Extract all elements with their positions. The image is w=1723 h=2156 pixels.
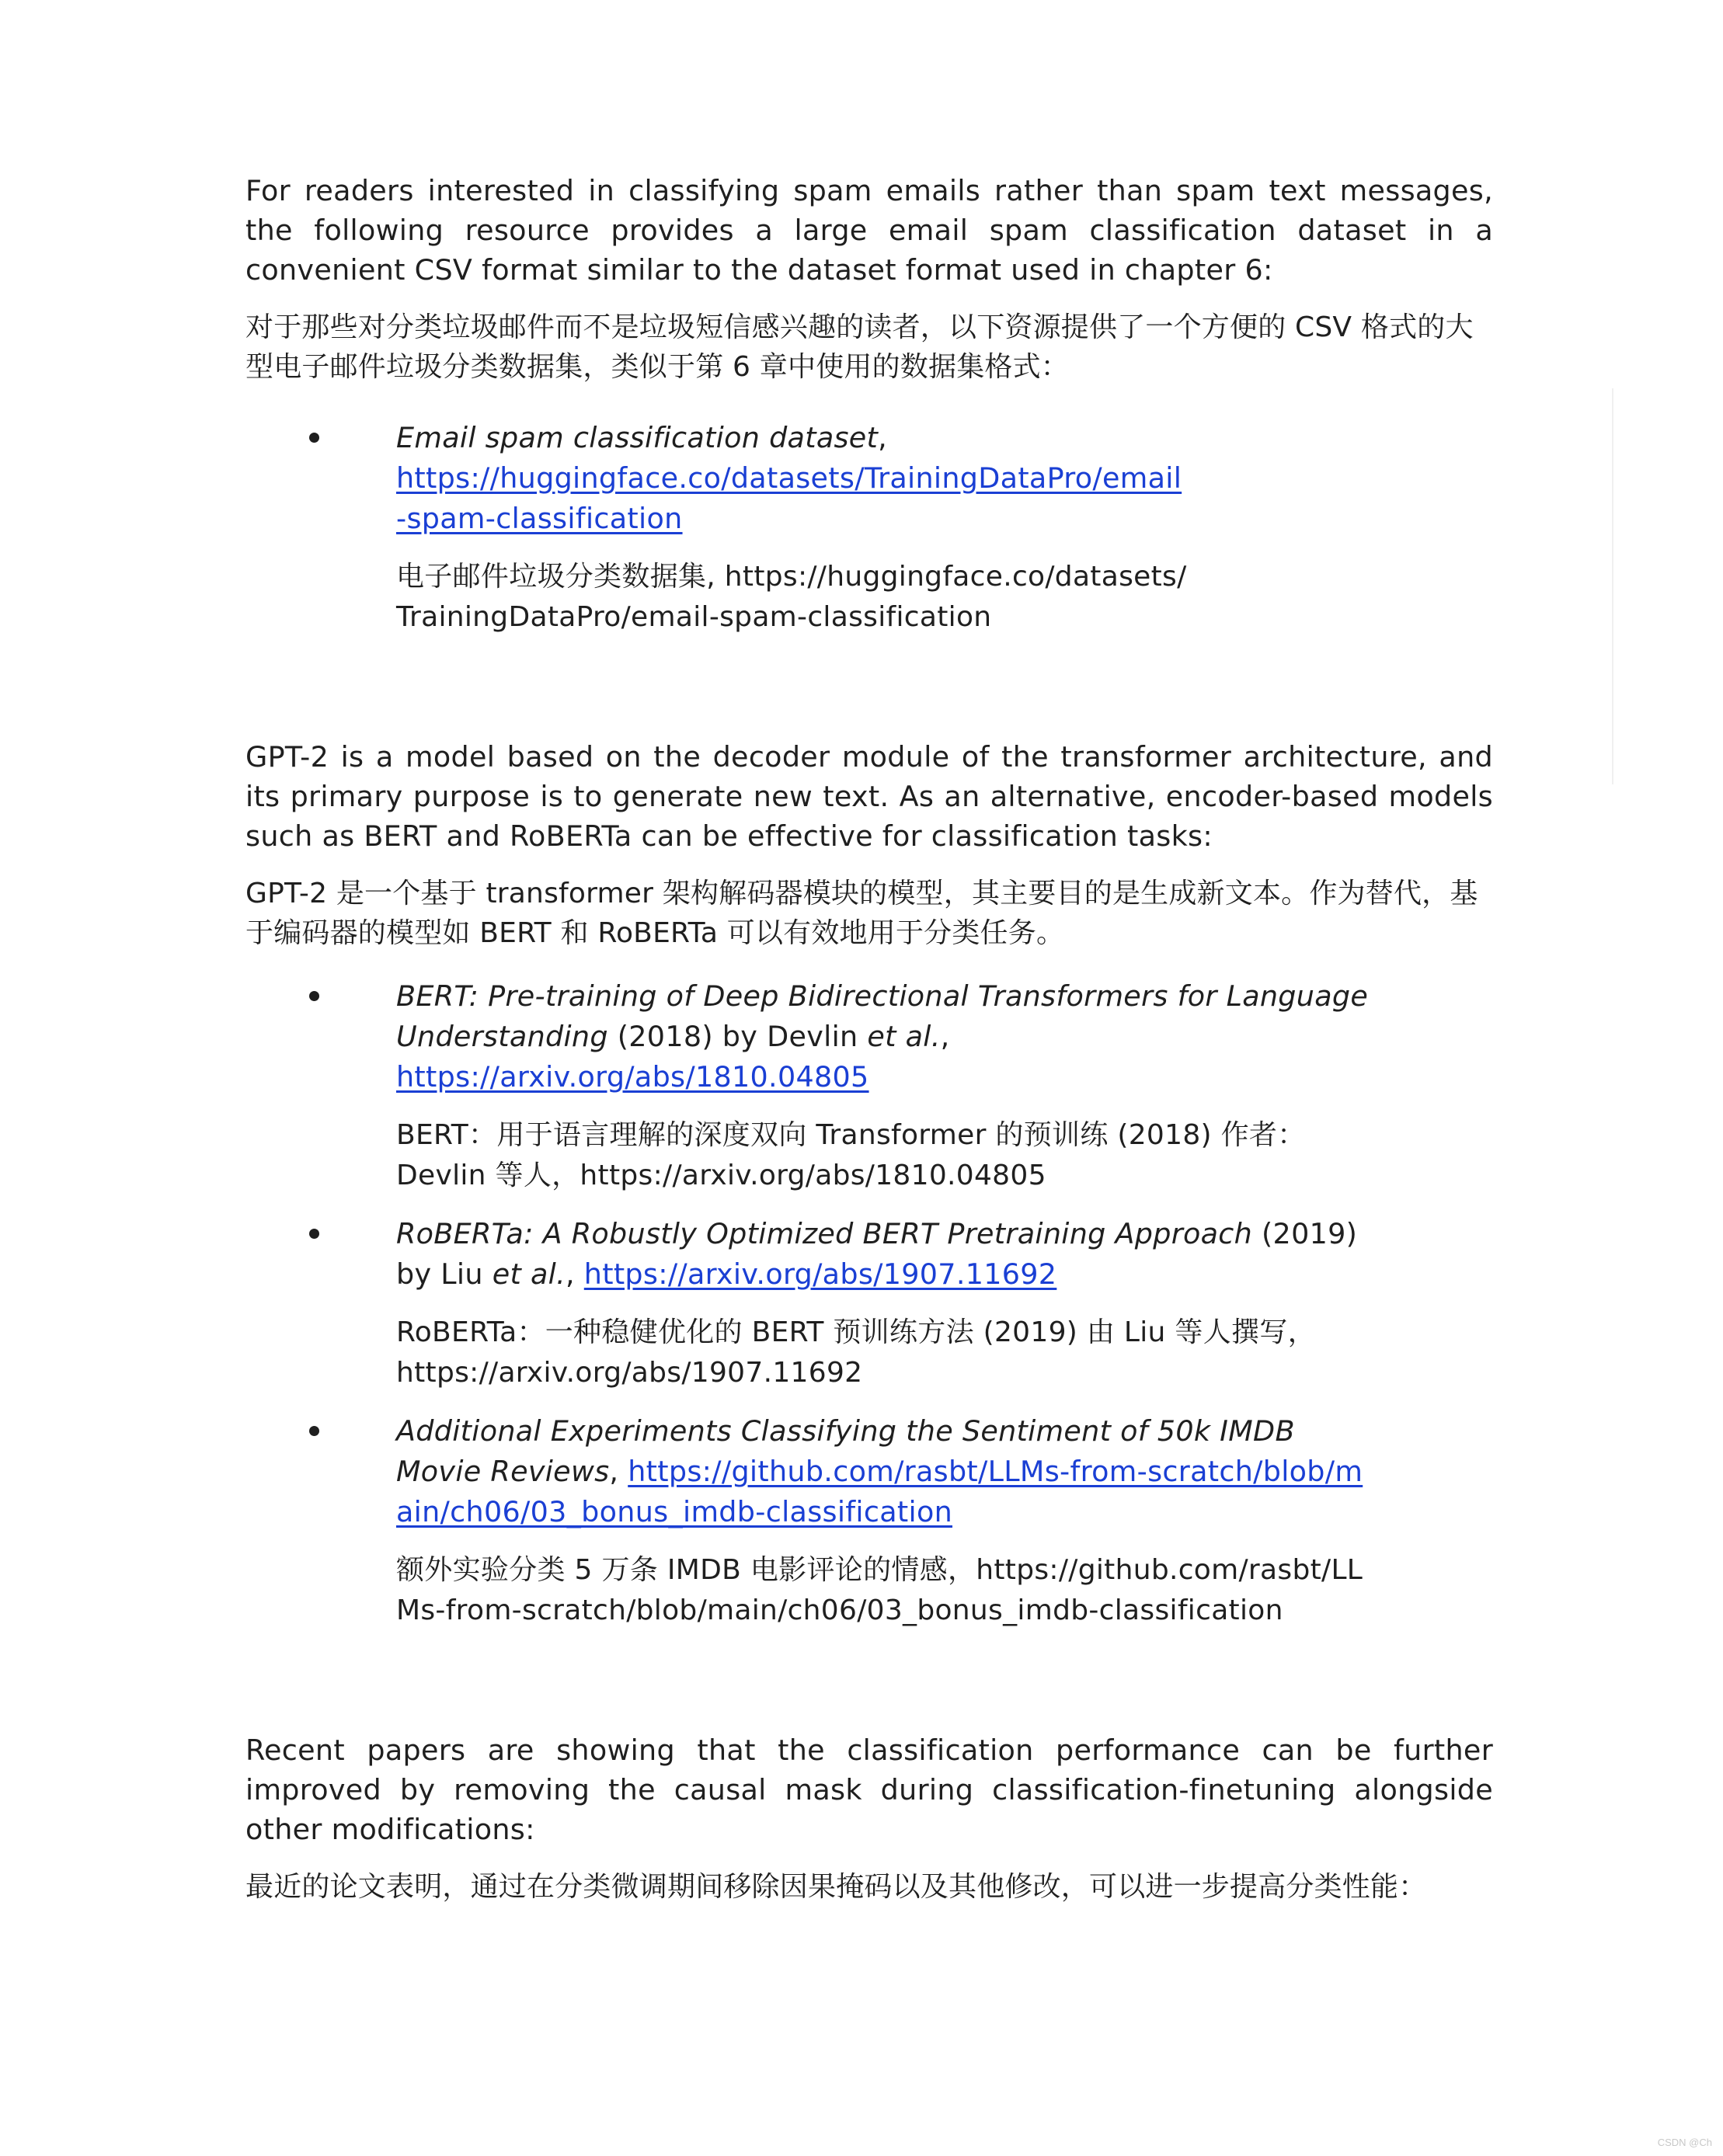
model-reference-list: [245, 976, 1493, 1631]
list-item: [245, 418, 1375, 638]
reference-translation: 电子邮件垃圾分类数据集, https://huggingface.co/datasets/TrainingDataPro/email-spam-classification: [396, 561, 1187, 633]
reference-translation: 额外实验分类 5 万条 IMDB 电影评论的情感，https://github.com/rasbt/LLMs-from-scratch/blob/main/ch06/03_bonus_imdb-classification: [396, 1554, 1363, 1626]
reference-entry: [396, 976, 1375, 1097]
reference-link[interactable]: https://arxiv.org/abs/1907.11692: [583, 1257, 1057, 1291]
spam-intro-zh: 对于那些对分类垃圾邮件而不是垃圾短信感兴趣的读者，以下资源提供了一个方便的 CSV 格式的大型电子邮件垃圾分类数据集，类似于第 6 章中使用的数据集格式：: [245, 311, 1474, 383]
reference-separator: ,: [609, 1455, 628, 1488]
reference-etal: et al.: [867, 1020, 941, 1053]
list-item: [245, 1411, 1375, 1631]
bullet-icon: [309, 1229, 319, 1239]
reference-title: RoBERTa: A Robustly Optimized BERT Pretraining Approach: [396, 1217, 1253, 1250]
list-item: [245, 976, 1375, 1196]
reference-translation: BERT：用于语言理解的深度双向 Transformer 的预训练 (2018) 作者：Devlin 等人，https://arxiv.org/abs/1810.04805: [396, 1119, 1306, 1191]
reference-translation: RoBERTa：一种稳健优化的 BERT 预训练方法 (2019) 由 Liu 等人撰写，https://arxiv.org/abs/1907.11692: [396, 1316, 1316, 1389]
bullet-icon: [309, 991, 319, 1001]
reference-meta: (2019) by Liu: [396, 1217, 1358, 1291]
reference-meta: (2018) by Devlin: [607, 1020, 868, 1053]
reference-title: Email spam classification dataset: [396, 421, 879, 454]
reference-link[interactable]: https://github.com/rasbt/LLMs-from-scratch/blob/main/ch06/03_bonus_imdb-classification: [396, 1455, 1363, 1528]
page-edge-divider: [1612, 388, 1613, 784]
causal-mask-intro-en: Recent papers are showing that the classification performance can be further improved by removing the causal mask during classification-finetuning alongside other modifications:: [245, 1733, 1493, 1846]
gpt2-intro-zh: GPT-2 是一个基于 transformer 架构解码器模块的模型，其主要目的是生成新文本。作为替代，基于编码器的模型如 BERT 和 RoBERTa 可以有效地用于分类任务。: [245, 878, 1478, 949]
bullet-icon: [309, 433, 319, 443]
reference-entry: [396, 1411, 1375, 1532]
watermark: CSDN @Ch: [1657, 2137, 1712, 2148]
reference-entry: [396, 418, 1189, 539]
reference-title: BERT: Pre-training of Deep Bidirectional Transformers for Language Understanding: [396, 979, 1369, 1053]
reference-link[interactable]: https://arxiv.org/abs/1810.04805: [396, 1060, 869, 1094]
reference-separator: ,: [565, 1257, 584, 1291]
bullet-icon: [309, 1426, 319, 1436]
document-page: [245, 171, 1493, 1907]
section-spacer: [245, 638, 1493, 737]
reference-title: Additional Experiments Classifying the Sentiment of 50k IMDB Movie Reviews: [396, 1414, 1295, 1488]
reference-separator: ,: [940, 1020, 950, 1053]
causal-mask-intro-zh: 最近的论文表明，通过在分类微调期间移除因果掩码以及其他修改，可以进一步提高分类性能：: [245, 1871, 1427, 1903]
reference-link[interactable]: https://huggingface.co/datasets/TrainingDataPro/email-spam-classification: [396, 461, 1182, 535]
list-item: [245, 1214, 1375, 1393]
spam-reference-list: [245, 418, 1493, 638]
reference-etal: et al.: [492, 1257, 566, 1291]
gpt2-intro-en: GPT-2 is a model based on the decoder module of the transformer architecture, and its primary purpose is to generate new text. As an alternative, encoder-based models such as BERT and RoBERTa can be effective for classification tasks:: [245, 740, 1493, 853]
spam-intro-en: For readers interested in classifying spam emails rather than spam text messages, the following resource provides a large email spam classification dataset in a convenient CSV format similar to the dataset format used in chapter 6:: [245, 174, 1493, 287]
reference-entry: [396, 1214, 1375, 1295]
reference-separator: ,: [878, 421, 888, 454]
section-spacer: [245, 1631, 1493, 1730]
